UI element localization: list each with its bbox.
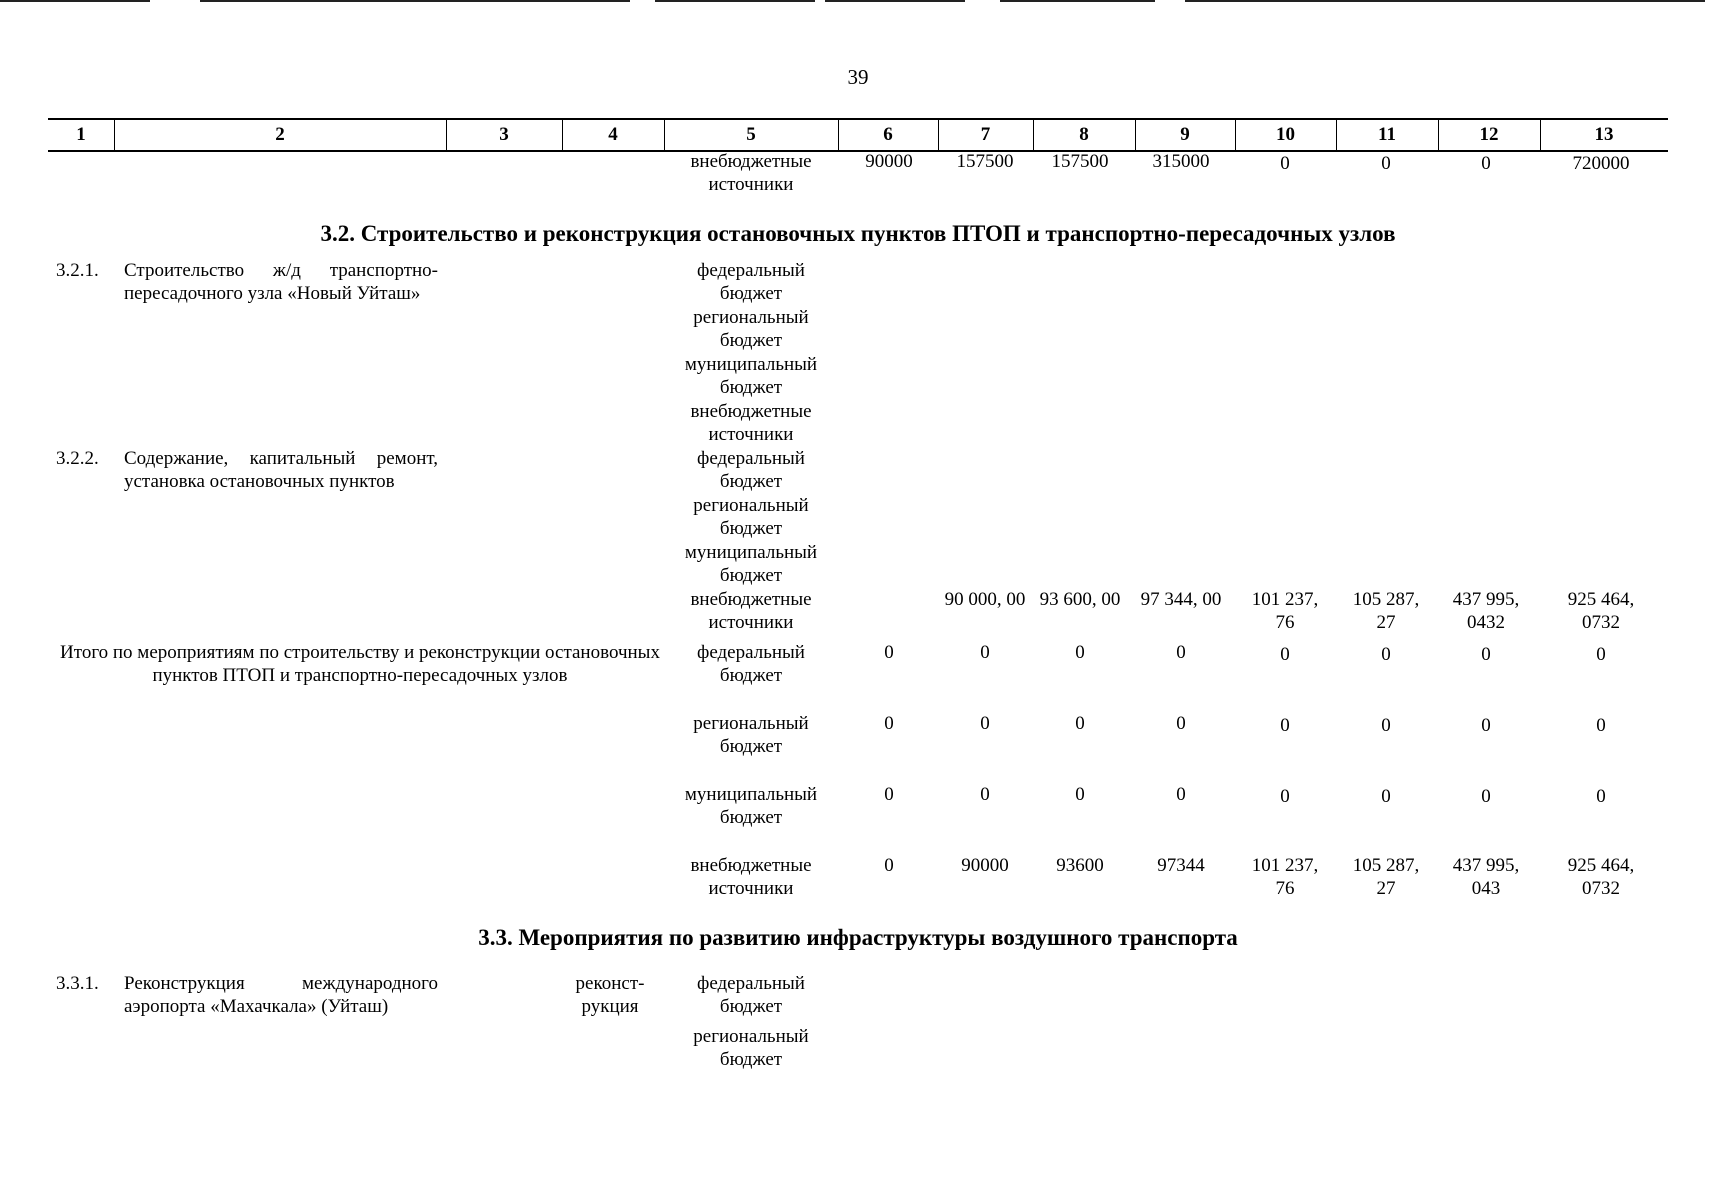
value-cell: 0 [1481, 786, 1491, 807]
value-cell: 0 [1176, 784, 1186, 805]
value-cell: 315000 [1152, 151, 1210, 172]
col-header-3: 3 [499, 124, 509, 145]
source-cell: федеральный бюджет [697, 642, 805, 686]
value-cell: 0 [1075, 713, 1085, 734]
section-title: 3.2. Строительство и реконструкция остановочных пунктов ПТОП и транспортно-пересадочных узлов [320, 221, 1396, 246]
col-header-6: 6 [883, 124, 893, 145]
col-header-4: 4 [608, 124, 618, 145]
value-cell: 157500 [956, 151, 1014, 172]
col-header-9: 9 [1180, 124, 1190, 145]
value-cell: 437 995, 0432 [1452, 589, 1520, 633]
source-cell: внебюджетные источники [690, 151, 812, 195]
value-cell: 0 [884, 855, 894, 876]
source-cell: региональный бюджет [693, 307, 809, 351]
value-cell: 720000 [1572, 153, 1630, 174]
source-cell: региональный бюджет [693, 1026, 809, 1070]
item-name: Строительство ж/д транспортно-пересадочного узла «Новый Уйташ» [124, 260, 438, 304]
source-cell: внебюджетные источники [690, 589, 812, 633]
scan-edge [0, 0, 150, 2]
source-cell: внебюджетные источники [690, 855, 812, 899]
item-name: Реконструкция международного аэропорта «Махачкала» (Уйташ) [124, 973, 438, 1017]
value-cell: 0 [980, 642, 990, 663]
value-cell: 97344 [1157, 855, 1205, 876]
section-title: 3.3. Мероприятия по развитию инфраструктуры воздушного транспорта [478, 925, 1238, 950]
value-cell: 0 [1481, 153, 1491, 174]
value-cell: 0 [980, 784, 990, 805]
value-cell: 93600 [1056, 855, 1104, 876]
value-cell: 157500 [1051, 151, 1109, 172]
value-cell: 925 464, 0732 [1567, 855, 1635, 899]
value-cell: 0 [1481, 644, 1491, 665]
value-cell: 90000 [865, 151, 913, 172]
source-cell: муниципальный бюджет [684, 354, 818, 398]
scan-edge [200, 0, 630, 2]
value-cell: 0 [1075, 642, 1085, 663]
value-cell: 101 237, 76 [1251, 589, 1319, 633]
value-cell: 105 287, 27 [1352, 855, 1420, 899]
value-cell: 0 [1596, 644, 1606, 665]
value-cell: 105 287, 27 [1352, 589, 1420, 633]
value-cell: 90 000, 00 [944, 589, 1026, 610]
item-code: 3.3.1. [56, 973, 99, 994]
col-header-7: 7 [980, 124, 991, 145]
total-label: Итого по мероприятиям по строительству и реконструкции остановочных пунктов ПТОП и транспортно-пересадочных узлов [60, 642, 660, 686]
work-type: реконст-рукция [575, 973, 645, 1017]
value-cell: 0 [1280, 644, 1290, 665]
value-cell: 97 344, 00 [1140, 589, 1222, 610]
source-cell: региональный бюджет [693, 713, 809, 757]
source-cell: внебюджетные источники [690, 401, 812, 445]
scan-edge [1000, 0, 1155, 2]
col-header-12: 12 [1479, 124, 1499, 145]
column-header-row [48, 118, 1668, 152]
item-code: 3.2.1. [56, 260, 99, 281]
value-cell: 101 237, 76 [1251, 855, 1319, 899]
col-header-1: 1 [76, 124, 86, 145]
value-cell: 925 464, 0732 [1567, 589, 1635, 633]
source-cell: муниципальный бюджет [684, 542, 818, 586]
value-cell: 0 [1381, 786, 1391, 807]
source-cell: федеральный бюджет [697, 448, 805, 492]
value-cell: 0 [884, 713, 894, 734]
value-cell: 0 [884, 642, 894, 663]
source-cell: федеральный бюджет [697, 260, 805, 304]
col-header-8: 8 [1079, 124, 1089, 145]
value-cell: 0 [1381, 715, 1391, 736]
col-header-5: 5 [746, 124, 756, 145]
col-header-11: 11 [1378, 124, 1396, 145]
value-cell: 0 [1381, 153, 1391, 174]
scan-edge [655, 0, 815, 2]
page-number: 39 [847, 65, 869, 89]
source-cell: региональный бюджет [693, 495, 809, 539]
col-header-13: 13 [1594, 124, 1614, 145]
col-header-2: 2 [275, 124, 285, 145]
source-cell: федеральный бюджет [697, 973, 805, 1017]
value-cell: 437 995, 043 [1452, 855, 1520, 899]
value-cell: 0 [1280, 715, 1290, 736]
col-header-10: 10 [1276, 124, 1295, 145]
scan-edge [825, 0, 965, 2]
value-cell: 0 [1176, 642, 1186, 663]
value-cell: 0 [980, 713, 990, 734]
value-cell: 0 [1280, 153, 1290, 174]
source-cell: муниципальный бюджет [684, 784, 818, 828]
value-cell: 0 [1280, 786, 1290, 807]
value-cell: 0 [1176, 713, 1186, 734]
item-code: 3.2.2. [56, 448, 99, 469]
value-cell: 0 [1596, 786, 1606, 807]
value-cell: 90000 [961, 855, 1009, 876]
value-cell: 93 600, 00 [1039, 589, 1121, 610]
value-cell: 0 [1075, 784, 1085, 805]
value-cell: 0 [1481, 715, 1491, 736]
value-cell: 0 [1381, 644, 1391, 665]
value-cell: 0 [884, 784, 894, 805]
value-cell: 0 [1596, 715, 1606, 736]
scan-edge [1185, 0, 1705, 2]
item-name: Содержание, капитальный ремонт, установка остановочных пунктов [124, 448, 438, 492]
